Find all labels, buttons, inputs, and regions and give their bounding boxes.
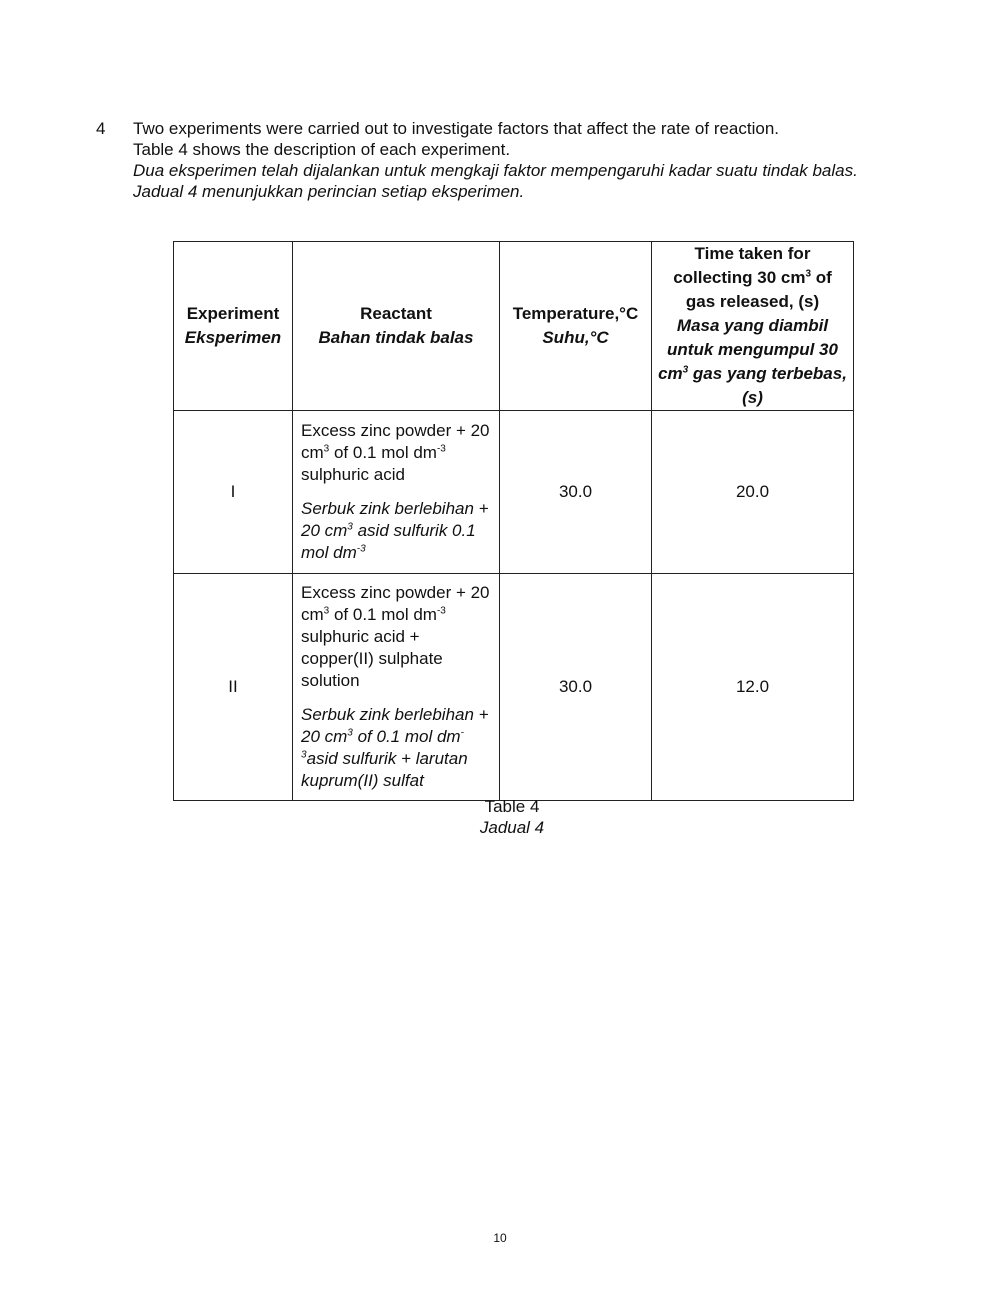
- header-temperature-ms: Suhu,°C: [542, 328, 609, 347]
- header-reactant: [293, 242, 500, 411]
- caption-ms: Jadual 4: [479, 818, 545, 837]
- intro-line1-en: Two experiments were carried out to investigate factors that affect the rate of reaction.: [133, 119, 780, 138]
- question-intro: [133, 118, 893, 202]
- header-temperature: [500, 242, 652, 411]
- header-time-ms: Masa yang diambil untuk mengumpul 30 $cm^3$ gas yang terbebas, (s): [658, 316, 847, 407]
- table-caption: [412, 796, 612, 838]
- reactant-ms: Serbuk zink berlebihan + 20 $cm^3$ asid sulfurik 0.1 mol $dm^{-3}$: [301, 499, 489, 562]
- caption-en: Table 4: [484, 797, 540, 816]
- cell-experiment: I: [174, 411, 293, 574]
- cell-temperature: 30.0: [500, 574, 652, 801]
- cell-reactant: [293, 411, 500, 574]
- cell-reactant: [293, 574, 500, 801]
- reactant-en: Excess zinc powder + 20 $cm^3$ of 0.1 mol $dm^{-3}$ sulphuric acid + copper(II) sulphate solution: [301, 583, 490, 690]
- header-reactant-en: Reactant: [360, 304, 432, 323]
- reactant-en: Excess zinc powder + 20 $cm^3$ of 0.1 mol $dm^{-3}$ sulphuric acid: [301, 421, 490, 484]
- header-reactant-ms: Bahan tindak balas: [318, 328, 474, 347]
- cell-temperature: 30.0: [500, 411, 652, 574]
- cell-experiment: II: [174, 574, 293, 801]
- table-header-row: [174, 242, 854, 411]
- header-experiment: [174, 242, 293, 411]
- header-experiment-en: Experiment: [186, 304, 280, 323]
- header-temperature-en: Temperature,°C: [512, 304, 639, 323]
- intro-line2-ms: Jadual 4 menunjukkan perincian setiap eksperimen.: [133, 182, 525, 201]
- header-time: [652, 242, 854, 411]
- reactant-ms: Serbuk zink berlebihan + 20 $cm^3$ of 0.1 mol $dm^{-3}asid$ sulfurik + larutan kuprum(II) sulfat: [301, 705, 489, 790]
- cell-time: 20.0: [652, 411, 854, 574]
- question-number: 4: [96, 119, 106, 138]
- intro-line1-ms: Dua eksperimen telah dijalankan untuk mengkaji faktor mempengaruhi kadar suatu tindak balas.: [133, 161, 858, 180]
- header-experiment-ms: Eksperimen: [184, 328, 282, 347]
- intro-line2-en: Table 4 shows the description of each experiment.: [133, 140, 511, 159]
- header-time-en: Time taken for collecting 30 $cm^3$ of gas released, (s): [673, 244, 832, 311]
- table-4: [173, 241, 854, 801]
- page-number: 10: [493, 1231, 507, 1245]
- cell-time: 12.0: [652, 574, 854, 801]
- table-row: [174, 574, 854, 801]
- table-row: [174, 411, 854, 574]
